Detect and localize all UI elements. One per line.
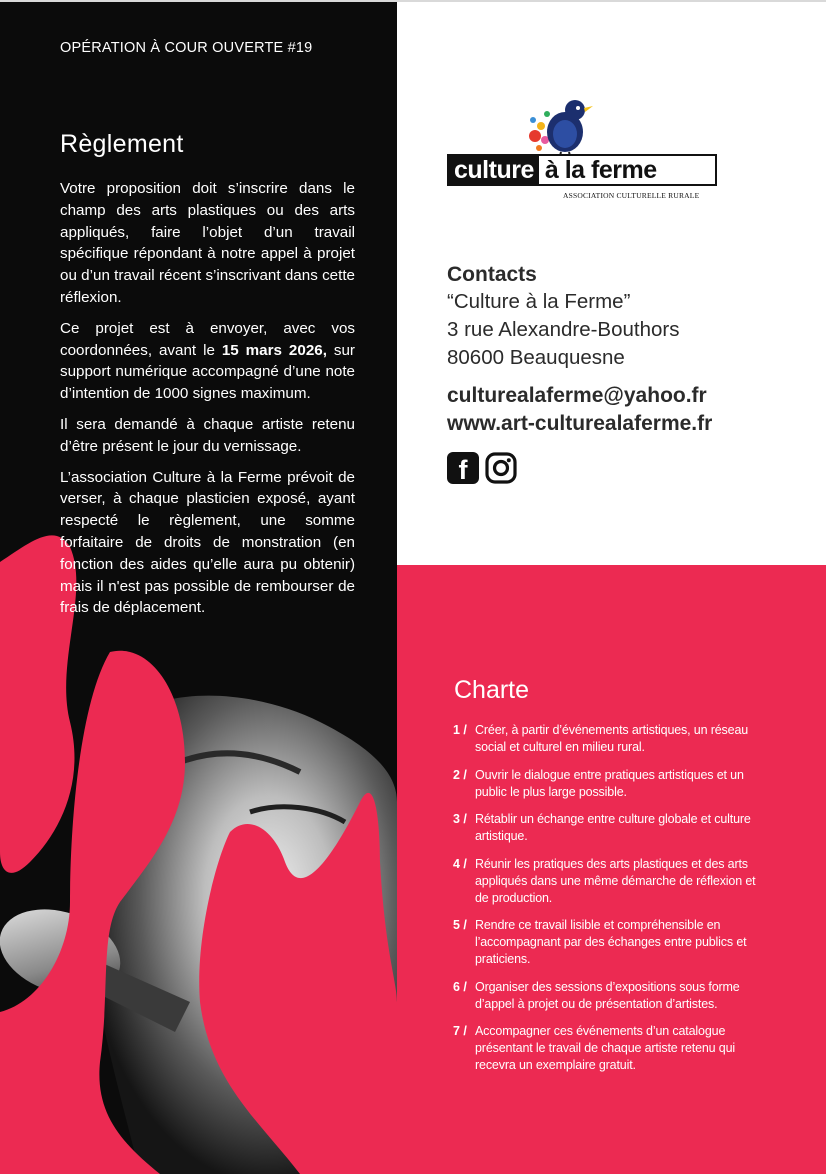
charte-item-text: Rendre ce travail lisible et compréhensible en l’accompagnant par des échanges entre publics et praticiens. (475, 918, 747, 966)
postal-address (447, 288, 679, 372)
instagram-icon[interactable] (485, 452, 517, 484)
charte-item (453, 1023, 763, 1074)
charte-item-text: Accompagner ces événements d’un catalogue présentant le travail de chaque artiste retenu qui recevra un exemplaire gratuit. (475, 1024, 736, 1072)
charte-item-text: Ouvrir le dialogue entre pratiques artistiques et un public le plus large possible. (475, 767, 744, 799)
culture-a-la-ferme-logo (447, 96, 722, 204)
charte-item (453, 811, 763, 845)
logo-wordmark (447, 154, 717, 186)
deadline-date: 15 mars 2026, (221, 341, 327, 359)
social-links (447, 452, 517, 484)
charte-item-number: 5 / (453, 918, 467, 932)
charte-item (453, 856, 763, 907)
charte-item-number: 2 / (453, 767, 467, 782)
charte-item (453, 722, 763, 756)
charte-item-text: Créer, à partir d’événements artistiques, un réseau social et culturel en milieu rural. (475, 723, 749, 754)
charte-item-text: Organiser des sessions d’expositions sous forme d’appel à projet ou de présentation d’artistes. (475, 979, 740, 1011)
charte-item-text: Réunir les pratiques des arts plastiques et des arts appliqués dans une même démarche de réflexion et de production. (475, 856, 756, 905)
deadline-text-after: sur support numérique accompagné d’une note d’intention de 1000 signes maximum. (60, 341, 355, 403)
charte-item (453, 767, 763, 801)
charte-item-text: Rétablir un échange entre culture globale et culture artistique. (475, 812, 751, 843)
facebook-icon[interactable]: f (447, 452, 479, 484)
reglement-heading: Règlement (60, 129, 184, 158)
logo-word-culture: culture (449, 156, 539, 184)
charte-item (453, 917, 763, 968)
bird-icon (525, 96, 595, 162)
logo-subtitle: ASSOCIATION CULTURELLE RURALE (563, 191, 700, 200)
charte-item-number: 3 / (453, 812, 467, 826)
reglement-paragraph: Il sera demandé à chaque artiste retenu d’être présent le jour du vernissage. (60, 415, 355, 455)
online-contacts (447, 382, 712, 438)
email-link[interactable]: culturealaferme@yahoo.fr (447, 384, 707, 407)
charte-item-number: 4 / (453, 856, 467, 871)
charte-list (453, 722, 763, 1085)
website-link[interactable]: www.art-culturealaferme.fr (447, 412, 713, 435)
deadline-text-before: Ce projet est à envoyer, avec vos coordonnées, avant le (60, 319, 355, 359)
reglement-panel (0, 2, 397, 1174)
reglement-paragraph-deadline (60, 318, 355, 405)
reglement-paragraph: L’association Culture à la Ferme prévoit de verser, à chaque plasticien exposé, ayant respecté le règlement, une somme forfaitaire de droits de monstration (en fonction des aides qu’elle aura pu obtenir) mais il n'est pas possible de rembourser de frais de déplacement. (60, 468, 355, 617)
address-name: “Culture à la Ferme” (447, 290, 631, 313)
contacts-heading: Contacts (447, 263, 537, 287)
charte-item-number: 1 / (453, 723, 467, 737)
address-city: 80600 Beauquesne (447, 346, 625, 369)
charte-item (453, 979, 763, 1013)
charte-item-number: 6 / (453, 979, 467, 994)
reglement-paragraph: Votre proposition doit s’inscrire dans le champ des arts plastiques ou des arts appliqués, faire l’objet d’un travail spécifique répondant à notre appel à projet ou d’un travail récent s’inscrivant dans cette réflexion. (60, 180, 355, 306)
charte-heading: Charte (454, 675, 530, 704)
operation-title: OPÉRATION À COUR OUVERTE #19 (60, 40, 313, 56)
charte-panel (397, 565, 826, 1174)
logo-word-a-la-ferme: à la ferme (544, 155, 657, 184)
address-street: 3 rue Alexandre-Bouthors (447, 318, 680, 341)
charte-item-number: 7 / (453, 1024, 467, 1038)
reglement-body (60, 178, 355, 628)
